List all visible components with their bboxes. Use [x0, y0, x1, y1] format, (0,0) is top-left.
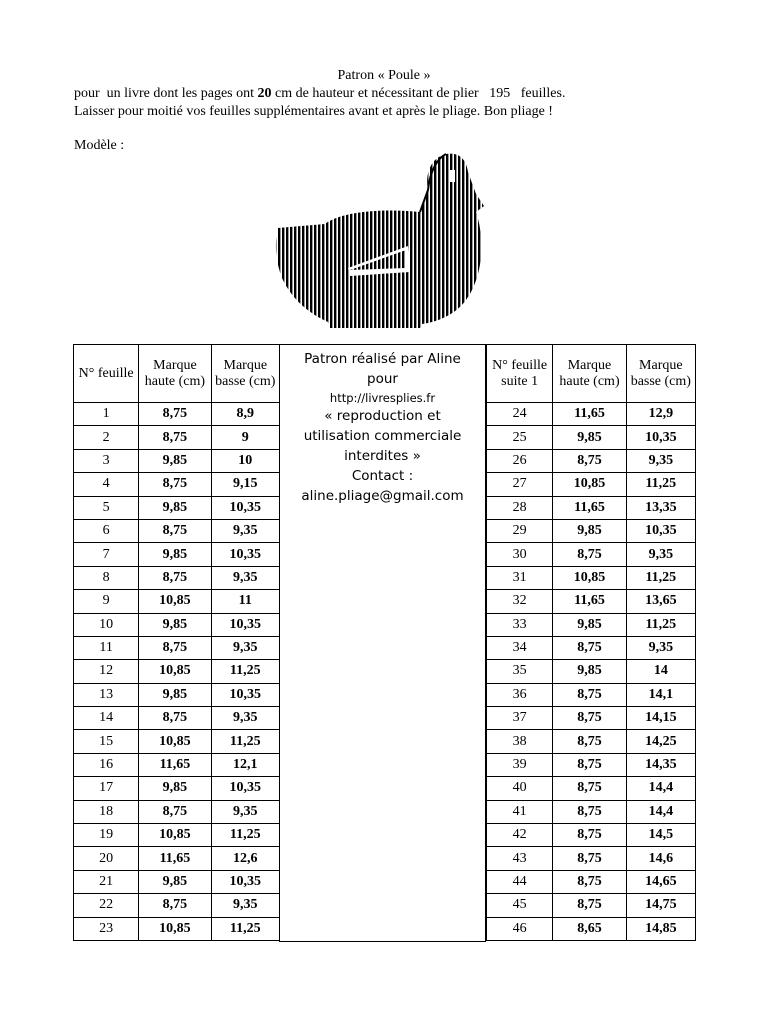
table-row: [74, 824, 280, 847]
sheet-number-cell: 21: [74, 870, 139, 893]
bottom-mark-cell: 9,35: [211, 894, 279, 917]
bottom-mark-cell: 14,1: [626, 683, 695, 706]
sheet-count: 195: [489, 86, 511, 101]
table-row: [74, 917, 280, 940]
sheet-number-cell: 39: [487, 753, 553, 776]
table-row: [487, 473, 696, 496]
table-row: [74, 473, 280, 496]
top-mark-cell: 8,75: [139, 800, 211, 823]
sheet-number-cell: 17: [74, 777, 139, 800]
sheet-number-cell: 18: [74, 800, 139, 823]
top-mark-cell: 8,75: [553, 683, 626, 706]
bottom-mark-cell: 12,6: [211, 847, 279, 870]
bottom-mark-cell: 14,35: [626, 753, 695, 776]
top-mark-cell: 9,85: [139, 870, 211, 893]
bottom-mark-cell: 14,65: [626, 870, 695, 893]
top-mark-cell: 8,75: [139, 403, 211, 426]
table-row: [487, 590, 696, 613]
table-row: [487, 519, 696, 542]
header-bottom-mark: Marque basse (cm): [626, 345, 695, 403]
table-row: [74, 683, 280, 706]
top-mark-cell: 10,85: [139, 824, 211, 847]
top-mark-cell: 8,75: [139, 636, 211, 659]
sheet-number-cell: 41: [487, 800, 553, 823]
sheet-number-cell: 12: [74, 660, 139, 683]
table-row: [74, 403, 280, 426]
top-mark-cell: 9,85: [553, 426, 626, 449]
top-mark-cell: 8,75: [553, 449, 626, 472]
sheet-number-cell: 45: [487, 894, 553, 917]
table-row: [487, 730, 696, 753]
sheet-number-cell: 23: [74, 917, 139, 940]
table-row: [487, 426, 696, 449]
top-mark-cell: 9,85: [553, 519, 626, 542]
sheet-number-cell: 10: [74, 613, 139, 636]
sheet-number-cell: 26: [487, 449, 553, 472]
credits-title: Patron réalisé par Aline: [304, 351, 461, 367]
top-mark-cell: 9,85: [139, 613, 211, 636]
top-mark-cell: 10,85: [553, 473, 626, 496]
header-top-mark: Marque haute (cm): [553, 345, 626, 403]
website-link[interactable]: http://livresplies.fr: [329, 391, 436, 405]
sheet-number-cell: 24: [487, 403, 553, 426]
top-mark-cell: 8,75: [553, 730, 626, 753]
sheet-number-cell: 20: [74, 847, 139, 870]
sheet-number-cell: 29: [487, 519, 553, 542]
sheet-number-cell: 43: [487, 847, 553, 870]
top-mark-cell: 8,75: [139, 707, 211, 730]
top-mark-cell: 10,85: [139, 917, 211, 940]
bottom-mark-cell: 9,35: [626, 543, 695, 566]
table-row: [74, 613, 280, 636]
table-row: [487, 870, 696, 893]
bottom-mark-cell: 9,15: [211, 473, 279, 496]
table-row: [487, 543, 696, 566]
bottom-mark-cell: 10,35: [211, 496, 279, 519]
bottom-mark-cell: 10,35: [211, 683, 279, 706]
table-row: [487, 824, 696, 847]
bottom-mark-cell: 14,25: [626, 730, 695, 753]
bottom-mark-cell: 14,5: [626, 824, 695, 847]
top-mark-cell: 8,75: [553, 753, 626, 776]
bottom-mark-cell: 11: [211, 590, 279, 613]
left-sheet-table: [73, 344, 280, 941]
sheet-number-cell: 22: [74, 894, 139, 917]
bottom-mark-cell: 14,15: [626, 707, 695, 730]
top-mark-cell: 9,85: [553, 613, 626, 636]
bottom-mark-cell: 10,35: [211, 543, 279, 566]
top-mark-cell: 8,75: [553, 543, 626, 566]
bottom-mark-cell: 11,25: [626, 473, 695, 496]
sheet-number-cell: 30: [487, 543, 553, 566]
sheet-number-cell: 13: [74, 683, 139, 706]
table-row: [487, 707, 696, 730]
sheet-number-cell: 44: [487, 870, 553, 893]
bottom-mark-cell: 9,35: [211, 800, 279, 823]
sheet-number-cell: 32: [487, 590, 553, 613]
model-label: Modèle :: [74, 138, 125, 153]
sheet-number-cell: 35: [487, 660, 553, 683]
table-row: [74, 566, 280, 589]
copyright-line-1: « reproduction et: [324, 408, 441, 424]
sheet-number-cell: 37: [487, 707, 553, 730]
bottom-mark-cell: 14,85: [626, 917, 695, 940]
top-mark-cell: 9,85: [553, 660, 626, 683]
sheet-number-cell: 4: [74, 473, 139, 496]
top-mark-cell: 11,65: [553, 403, 626, 426]
sheet-number-cell: 36: [487, 683, 553, 706]
sheet-number-cell: 8: [74, 566, 139, 589]
intro-line-2: Laisser pour moitié vos feuilles supplémentaires avant et après le pliage. Bon pliage !: [74, 104, 553, 119]
credits-pour: pour: [367, 371, 398, 387]
top-mark-cell: 11,65: [139, 847, 211, 870]
bottom-mark-cell: 10,35: [211, 777, 279, 800]
bottom-mark-cell: 9,35: [211, 707, 279, 730]
top-mark-cell: 8,75: [139, 566, 211, 589]
table-row: [74, 753, 280, 776]
top-mark-cell: 8,75: [553, 847, 626, 870]
table-row: [487, 613, 696, 636]
top-mark-cell: 8,75: [553, 824, 626, 847]
header-sheet-number-cont: N° feuille suite 1: [487, 345, 553, 403]
bottom-mark-cell: 11,25: [626, 613, 695, 636]
bottom-mark-cell: 11,25: [211, 917, 279, 940]
sheet-number-cell: 16: [74, 753, 139, 776]
top-mark-cell: 8,75: [139, 473, 211, 496]
top-mark-cell: 10,85: [553, 566, 626, 589]
bottom-mark-cell: 12,9: [626, 403, 695, 426]
sheet-number-cell: 15: [74, 730, 139, 753]
table-row: [487, 894, 696, 917]
sheet-number-cell: 31: [487, 566, 553, 589]
table-row: [74, 543, 280, 566]
bottom-mark-cell: 11,25: [211, 660, 279, 683]
table-row: [487, 777, 696, 800]
top-mark-cell: 9,85: [139, 449, 211, 472]
bottom-mark-cell: 11,25: [211, 730, 279, 753]
top-mark-cell: 8,75: [139, 426, 211, 449]
credits-panel: [279, 344, 486, 942]
bottom-mark-cell: 11,25: [211, 824, 279, 847]
table-row: [487, 496, 696, 519]
sheet-number-cell: 40: [487, 777, 553, 800]
top-mark-cell: 8,75: [553, 870, 626, 893]
header-bottom-mark: Marque basse (cm): [211, 345, 279, 403]
sheet-number-cell: 19: [74, 824, 139, 847]
page-title: Patron « Poule »: [337, 68, 431, 83]
top-mark-cell: 8,75: [553, 777, 626, 800]
table-row: [74, 426, 280, 449]
top-mark-cell: 10,85: [139, 590, 211, 613]
sheet-number-cell: 42: [487, 824, 553, 847]
bottom-mark-cell: 13,35: [626, 496, 695, 519]
sheet-number-cell: 9: [74, 590, 139, 613]
bottom-mark-cell: 12,1: [211, 753, 279, 776]
table-row: [487, 403, 696, 426]
table-row: [74, 894, 280, 917]
sheet-number-cell: 5: [74, 496, 139, 519]
bottom-mark-cell: 9,35: [626, 636, 695, 659]
sheet-number-cell: 1: [74, 403, 139, 426]
bottom-mark-cell: 14: [626, 660, 695, 683]
table-row: [487, 636, 696, 659]
bottom-mark-cell: 10,35: [626, 519, 695, 542]
table-row: [74, 730, 280, 753]
table-row: [74, 660, 280, 683]
bottom-mark-cell: 9,35: [211, 566, 279, 589]
top-mark-cell: 8,75: [139, 894, 211, 917]
top-mark-cell: 8,75: [553, 636, 626, 659]
contact-label: Contact :: [351, 468, 414, 484]
top-mark-cell: 9,85: [139, 496, 211, 519]
table-row: [74, 777, 280, 800]
sheet-number-cell: 7: [74, 543, 139, 566]
hen-silhouette: [270, 150, 500, 330]
copyright-line-2: utilisation commerciale: [303, 428, 462, 444]
table-row: [487, 847, 696, 870]
top-mark-cell: 11,65: [139, 753, 211, 776]
table-row: [487, 753, 696, 776]
sheet-number-cell: 34: [487, 636, 553, 659]
table-row: [487, 683, 696, 706]
sheet-number-cell: 2: [74, 426, 139, 449]
top-mark-cell: 8,75: [139, 519, 211, 542]
table-row: [74, 800, 280, 823]
copyright-line-3: interdites »: [344, 448, 421, 464]
page-height-value: 20: [257, 86, 272, 101]
right-sheet-table: [486, 344, 696, 941]
bottom-mark-cell: 14,4: [626, 800, 695, 823]
bottom-mark-cell: 9,35: [211, 636, 279, 659]
table-row: [74, 590, 280, 613]
bottom-mark-cell: 10,35: [626, 426, 695, 449]
table-row: [74, 847, 280, 870]
table-row: [74, 636, 280, 659]
sheet-number-cell: 6: [74, 519, 139, 542]
bottom-mark-cell: 14,75: [626, 894, 695, 917]
sheet-number-cell: 14: [74, 707, 139, 730]
sheet-number-cell: 3: [74, 449, 139, 472]
bottom-mark-cell: 9,35: [626, 449, 695, 472]
top-mark-cell: 9,85: [139, 683, 211, 706]
bottom-mark-cell: 9: [211, 426, 279, 449]
top-mark-cell: 8,75: [553, 707, 626, 730]
sheet-number-cell: 33: [487, 613, 553, 636]
table-row: [487, 917, 696, 940]
top-mark-cell: 11,65: [553, 590, 626, 613]
bottom-mark-cell: 14,6: [626, 847, 695, 870]
bottom-mark-cell: 11,25: [626, 566, 695, 589]
top-mark-cell: 8,75: [553, 894, 626, 917]
top-mark-cell: 8,75: [553, 800, 626, 823]
sheet-number-cell: 28: [487, 496, 553, 519]
header-sheet-number: N° feuille: [74, 345, 139, 403]
table-row: [74, 519, 280, 542]
header-top-mark: Marque haute (cm): [139, 345, 211, 403]
table-row: [74, 707, 280, 730]
top-mark-cell: 10,85: [139, 730, 211, 753]
table-row: [487, 449, 696, 472]
top-mark-cell: 10,85: [139, 660, 211, 683]
top-mark-cell: 11,65: [553, 496, 626, 519]
table-row: [487, 566, 696, 589]
table-row: [74, 870, 280, 893]
table-row: [74, 496, 280, 519]
sheet-number-cell: 11: [74, 636, 139, 659]
bottom-mark-cell: 8,9: [211, 403, 279, 426]
table-row: [74, 449, 280, 472]
bottom-mark-cell: 10: [211, 449, 279, 472]
bottom-mark-cell: 10,35: [211, 870, 279, 893]
sheet-number-cell: 27: [487, 473, 553, 496]
bottom-mark-cell: 14,4: [626, 777, 695, 800]
sheet-number-cell: 38: [487, 730, 553, 753]
intro-line-1: pour un livre dont les pages ont 20 cm de hauteur et nécessitant de plier 195 feuilles.: [74, 86, 566, 101]
top-mark-cell: 8,65: [553, 917, 626, 940]
bottom-mark-cell: 9,35: [211, 519, 279, 542]
top-mark-cell: 9,85: [139, 543, 211, 566]
bottom-mark-cell: 10,35: [211, 613, 279, 636]
hen-model-image: [270, 150, 500, 330]
table-row: [487, 800, 696, 823]
top-mark-cell: 9,85: [139, 777, 211, 800]
bottom-mark-cell: 13,65: [626, 590, 695, 613]
table-row: [487, 660, 696, 683]
sheet-number-cell: 46: [487, 917, 553, 940]
sheet-number-cell: 25: [487, 426, 553, 449]
contact-email[interactable]: aline.pliage@gmail.com: [301, 488, 464, 504]
